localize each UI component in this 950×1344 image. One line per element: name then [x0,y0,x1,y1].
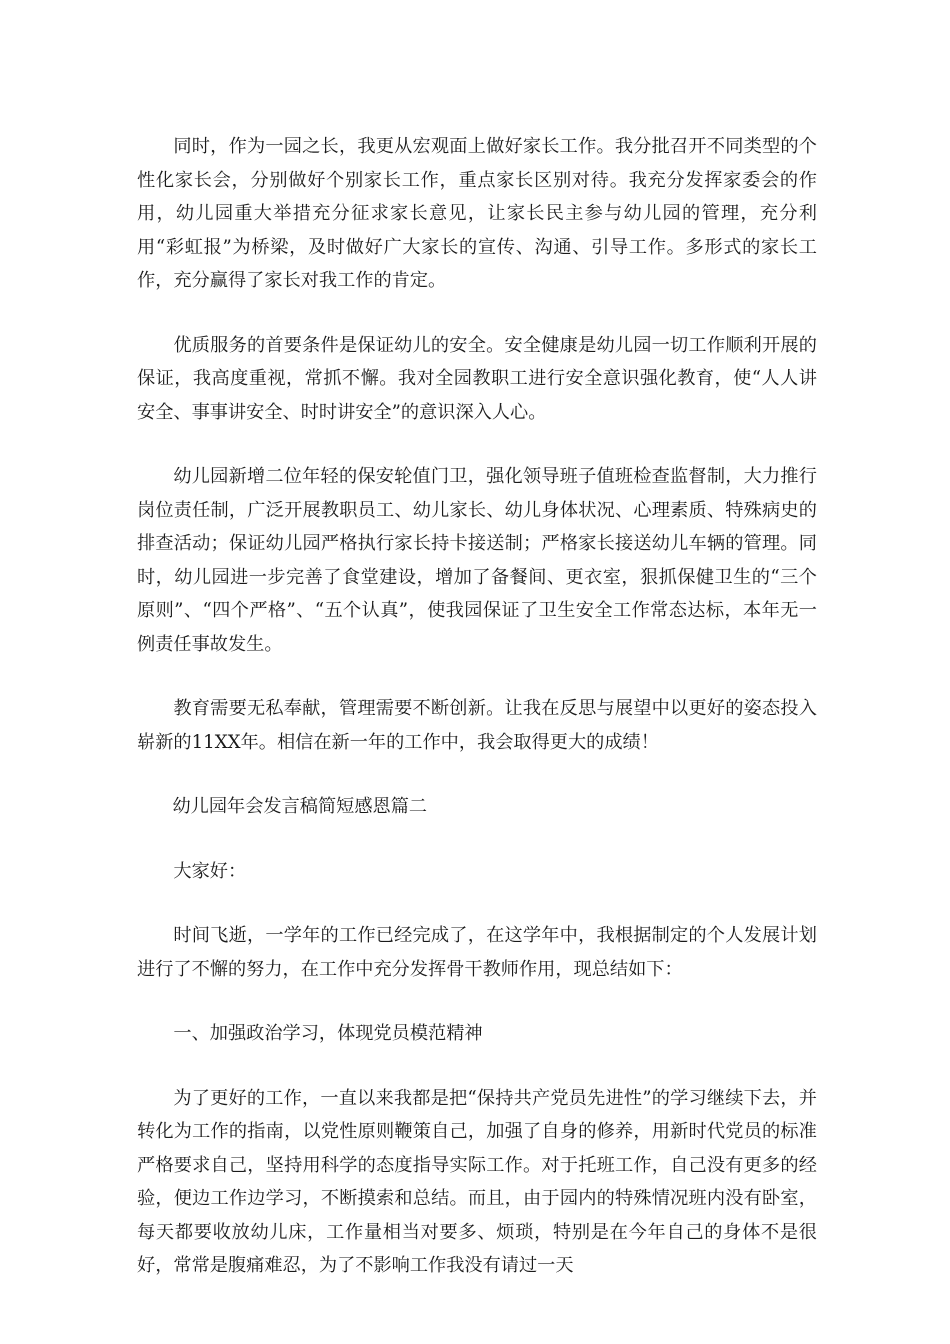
paragraph-outlook: 教育需要无私奉献，管理需要不断创新。让我在反思与展望中以更好的姿态投入崭新的11XX年。相信在新一年的工作中，我会取得更大的成绩！ [137,698,817,753]
section-title: 幼儿园年会发言稿简短感恩篇二 [172,796,428,817]
document-body [137,130,817,1314]
paragraph-parent-work: 同时，作为一园之长，我更从宏观面上做好家长工作。我分批召开不同类型的个性化家长会，分别做好个别家长工作，重点家长区别对待。我充分发挥家委会的作用，幼儿园重大举措充分征求家长意见，让家长民主参与幼儿园的管理，充分利用“彩虹报”为桥梁，及时做好广大家长的宣传、沟通、引导工作。多形式的家长工作，充分赢得了家长对我工作的肯定。 [137,136,817,291]
greeting: 大家好： [173,860,247,882]
paragraph-intro: 时间飞逝，一学年的工作已经完成了，在这学年中，我根据制定的个人发展计划进行了不懈的努力，在工作中充分发挥骨干教师作用，现总结如下： [137,925,817,980]
paragraph-political-study: 为了更好的工作，一直以来我都是把“保持共产党员先进性”的学习继续下去，并转化为工作的指南，以党性原则鞭策自己，加强了自身的修养，用新时代党员的标准严格要求自己，坚持用科学的态度指导实际工作。对于托班工作，自己没有更多的经验，便边工作边学习，不断摸索和总结。而且，由于园内的特殊情况班内没有卧室，每天都要收放幼儿床，工作量相当对要多、烦琐，特别是在今年自己的身体不是很好，常常是腹痛难忍，为了不影响工作我没有请过一天 [137,1087,817,1276]
paragraph-safety: 优质服务的首要条件是保证幼儿的安全。安全健康是幼儿园一切工作顺利开展的保证，我高度重视，常抓不懈。我对全园教职工进行安全意识强化教育，使“人人讲安全、事事讲安全、时时讲安全”的意识深入人心。 [137,334,817,423]
paragraph-security-measures: 幼儿园新增二位年轻的保安轮值门卫，强化领导班子值班检查监督制，大力推行岗位责任制，广泛开展教职员工、幼儿家长、幼儿身体状况、心理素质、特殊病史的排查活动；保证幼儿园严格执行家长持卡接送制；严格家长接送幼儿车辆的管理。同时，幼儿园进一步完善了食堂建设，增加了备餐间、更衣室，狠抓保健卫生的“三个原则”、“四个严格”、“五个认真”，使我园保证了卫生安全工作常态达标，本年无一例责任事故发生。 [137,466,817,655]
subheading-political-study: 一、加强政治学习，体现党员模范精神 [173,1023,483,1044]
